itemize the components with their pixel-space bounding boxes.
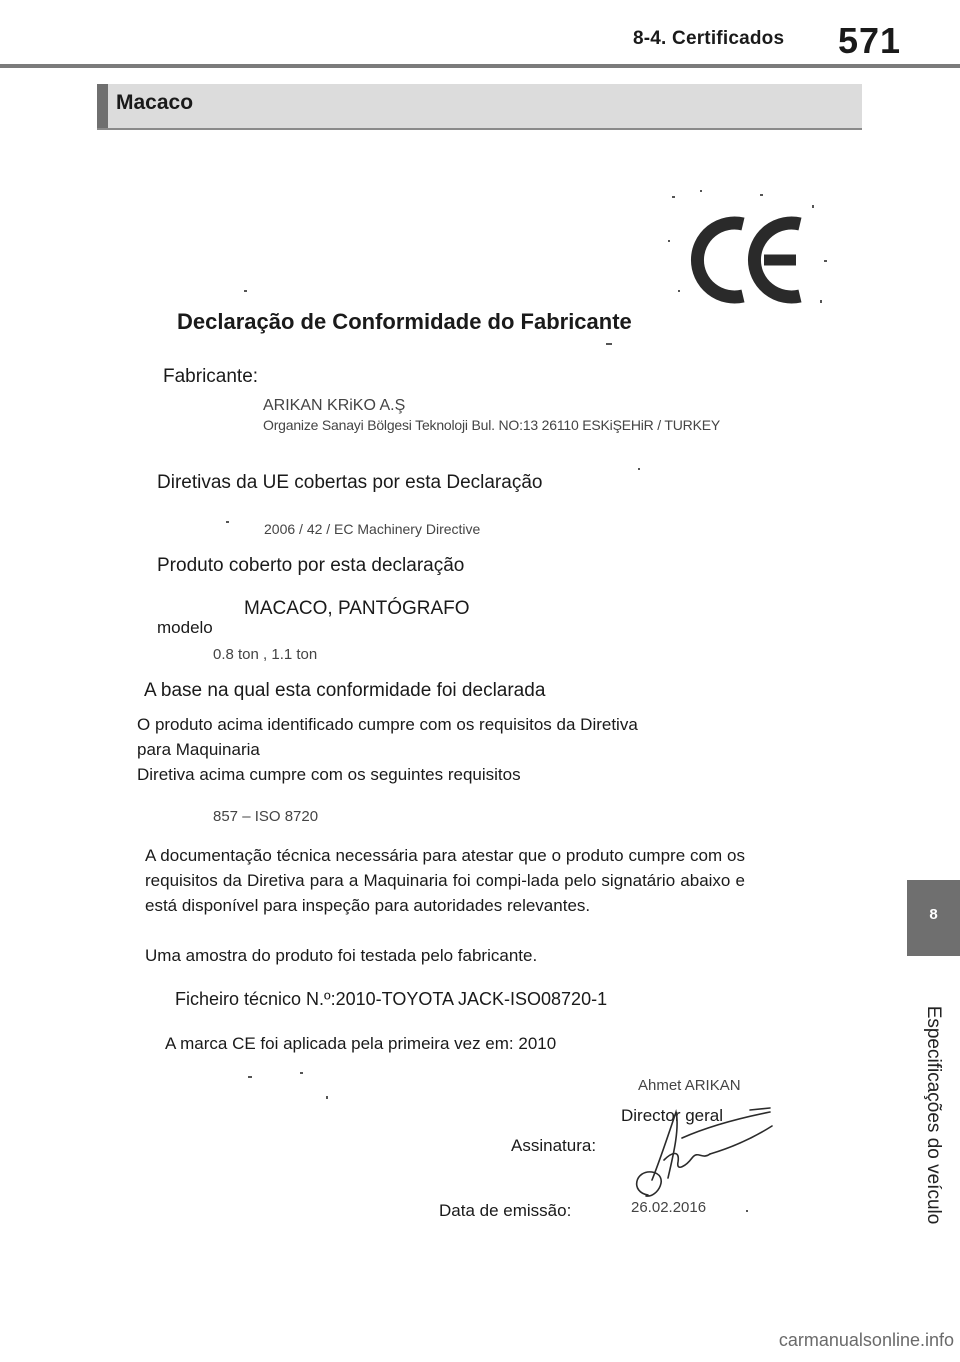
model-values: 0.8 ton , 1.1 ton — [213, 646, 318, 663]
issue-date-label: Data de emissão: — [439, 1201, 572, 1220]
handwritten-signature — [600, 1100, 790, 1210]
model-label: modelo — [157, 618, 213, 637]
chapter-title: Especificações do veículo — [923, 1005, 944, 1225]
basis-label: A base na qual esta conformidade foi declarada — [144, 680, 546, 701]
documentation-paragraph: A documentação técnica necessária para atestar que o produto cumpre com os requisitos da Diretiva para a Maquinaria foi compi-lada pelo signatário abaixo e está disponível para inspeção para autoridades relevantes. — [145, 846, 745, 915]
product-label: Produto coberto por esta declaração — [157, 555, 465, 576]
header-divider — [0, 64, 960, 68]
manufacturer-label: Fabricante: — [163, 366, 259, 387]
page-number: 571 — [838, 20, 902, 61]
technical-file: Ficheiro técnico N.º:2010-TOYOTA JACK-ISO08720-1 — [175, 989, 608, 1009]
manufacturer-address: Organize Sanayi Bölgesi Teknoloji Bul. NO:13 26110 ESKiŞEHiR / TURKEY — [263, 417, 720, 433]
ce-applied-statement: A marca CE foi aplicada pela primeira vez em: 2010 — [165, 1034, 557, 1053]
sample-statement: Uma amostra do produto foi testada pelo fabricante. — [145, 946, 538, 965]
signature-label: Assinatura: — [511, 1136, 597, 1155]
directive-reference: 2006 / 42 / EC Machinery Directive — [264, 521, 481, 537]
chapter-number: 8 — [929, 906, 938, 923]
directives-label: Diretivas da UE cobertas por esta Declaração — [157, 472, 543, 493]
watermark: carmanualsonline.info — [778, 1330, 954, 1350]
issue-date: 26.02.2016 — [631, 1199, 707, 1216]
signatory-name: Ahmet ARIKAN — [638, 1077, 741, 1094]
basis-text-line-2: para Maquinaria — [137, 740, 260, 759]
section-heading: 8-4. Certificados — [633, 28, 785, 49]
section-bar-accent — [97, 84, 108, 128]
section-title: Macaco — [116, 91, 194, 114]
declaration-title: Declaração de Conformidade do Fabricante — [177, 309, 632, 334]
ce-mark-logo — [690, 210, 810, 310]
signatory-title: Director geral — [621, 1106, 724, 1125]
standard-reference: 857 – ISO 8720 — [213, 808, 319, 825]
chapter-tab[interactable] — [907, 880, 960, 956]
basis-text-line-3: Diretiva acima cumpre com os seguintes requisitos — [137, 765, 521, 784]
basis-text-line-1: O produto acima identificado cumpre com os requisitos da Diretiva — [137, 715, 638, 734]
section-title-bar — [97, 84, 862, 130]
product-name: MACACO, PANTÓGRAFO — [244, 598, 470, 619]
manufacturer-name: ARIKAN KRiKO A.Ş — [263, 397, 406, 414]
